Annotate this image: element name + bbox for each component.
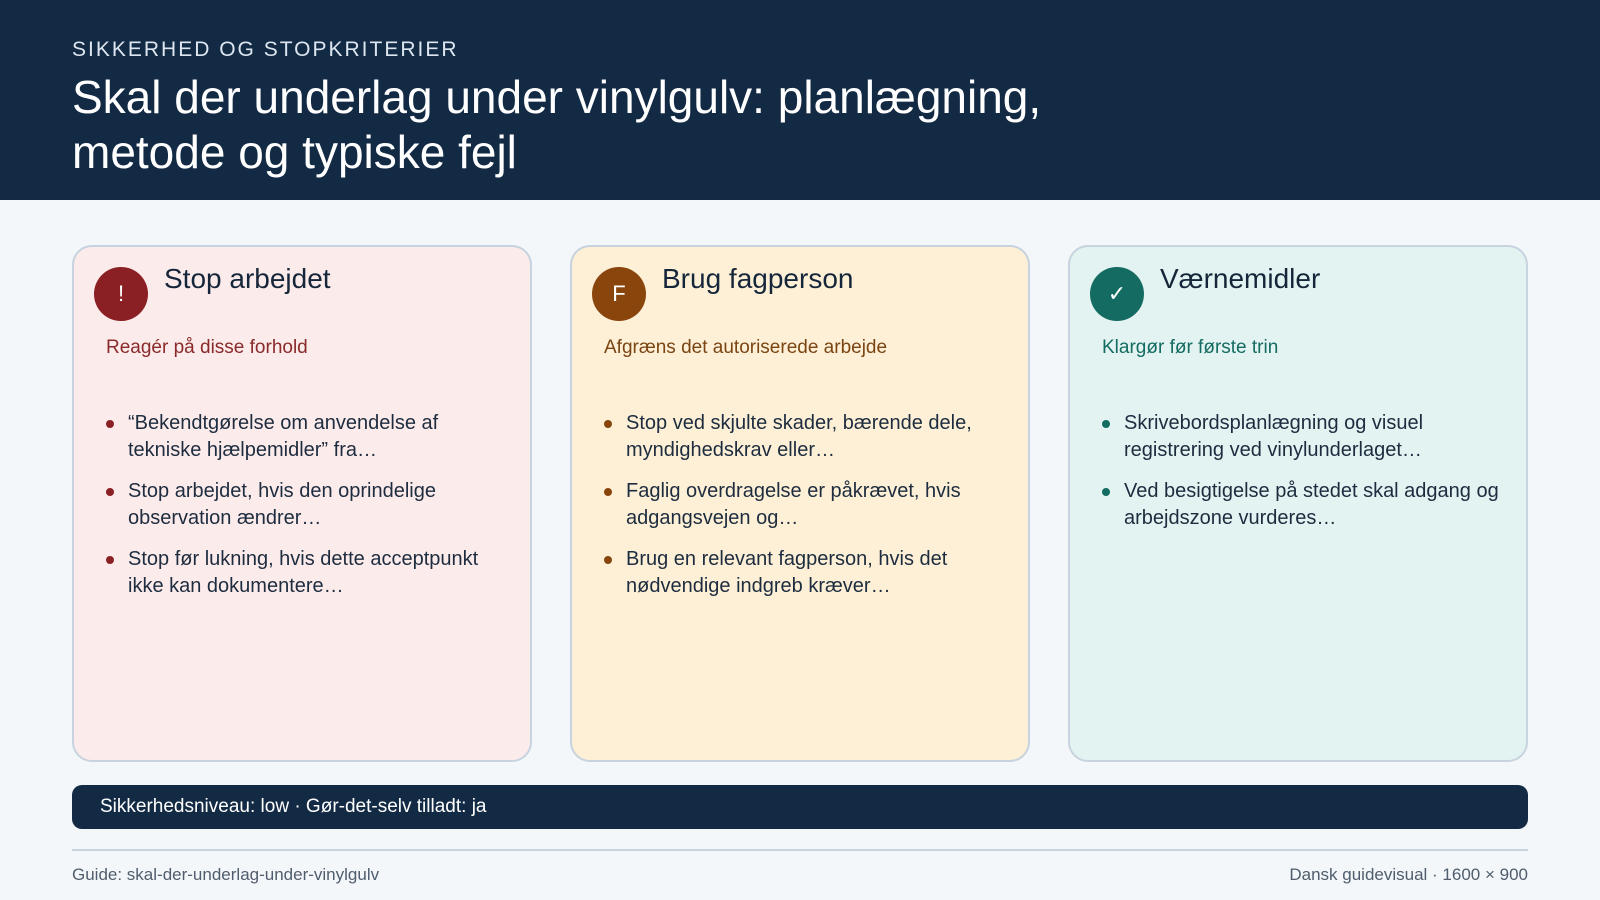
bullet-dot-icon bbox=[604, 488, 612, 496]
list-item bbox=[604, 546, 1004, 600]
list-item-text: Brug en relevant fagperson, hvis det nødvendige indgreb kræver… bbox=[626, 548, 948, 597]
list-item-text: Stop ved skjulte skader, bærende dele, myndighedskrav eller… bbox=[626, 412, 972, 461]
bullet-list bbox=[106, 410, 506, 614]
card-stop-work bbox=[72, 245, 532, 762]
list-item bbox=[604, 478, 1004, 532]
bullet-dot-icon bbox=[604, 556, 612, 564]
list-item-text: Skrivebordsplanlægning og visuel registrering ved vinylunderlaget… bbox=[1124, 412, 1424, 461]
list-item-text: Stop før lukning, hvis dette acceptpunkt ikke kan dokumentere… bbox=[128, 548, 479, 597]
card-subtitle: Klargør før første trin bbox=[1102, 337, 1279, 358]
letter-f-icon: F bbox=[592, 267, 646, 321]
bullet-dot-icon bbox=[106, 488, 114, 496]
bullet-dot-icon bbox=[106, 556, 114, 564]
card-title: Værnemidler bbox=[1160, 263, 1321, 294]
bullet-list bbox=[604, 410, 1004, 614]
bullet-dot-icon bbox=[106, 420, 114, 428]
bullet-dot-icon bbox=[1102, 420, 1110, 428]
list-item bbox=[106, 478, 506, 532]
header-banner bbox=[0, 0, 1600, 200]
card-protective-gear bbox=[1068, 245, 1528, 762]
footer-divider bbox=[72, 849, 1528, 851]
list-item bbox=[106, 546, 506, 600]
section-eyebrow: SIKKERHED OG STOPKRITERIER bbox=[72, 38, 459, 61]
card-subtitle: Reagér på disse forhold bbox=[106, 337, 308, 358]
list-item-text: Ved besigtigelse på stedet skal adgang og arbejdszone vurderes… bbox=[1124, 480, 1499, 529]
footer-caption: Dansk guidevisual · 1600 × 900 bbox=[1289, 865, 1528, 884]
list-item-text: Faglig overdragelse er påkrævet, hvis adgangsvejen og… bbox=[626, 480, 961, 529]
alert-icon: ! bbox=[94, 267, 148, 321]
bullet-dot-icon bbox=[604, 420, 612, 428]
list-item bbox=[106, 410, 506, 464]
list-item bbox=[604, 410, 1004, 464]
bullet-dot-icon bbox=[1102, 488, 1110, 496]
checkmark-icon: ✓ bbox=[1090, 267, 1144, 321]
list-item-text: Stop arbejdet, hvis den oprindelige observation ændrer… bbox=[128, 480, 436, 529]
list-item bbox=[1102, 478, 1502, 532]
list-item bbox=[1102, 410, 1502, 464]
card-title: Stop arbejdet bbox=[164, 263, 331, 294]
card-subtitle: Afgræns det autoriserede arbejde bbox=[604, 337, 888, 358]
list-item-text: “Bekendtgørelse om anvendelse af tekniske hjælpemidler” fra… bbox=[128, 412, 439, 461]
bullet-list bbox=[1102, 410, 1502, 546]
footer-guide-slug: Guide: skal-der-underlag-under-vinylgulv bbox=[72, 865, 380, 884]
card-professional bbox=[570, 245, 1030, 762]
page-title: Skal der underlag under vinylgulv: planlægning, metode og typiske fejl bbox=[72, 71, 1042, 178]
safety-status-bar: Sikkerhedsniveau: low · Gør-det-selv tilladt: ja bbox=[72, 785, 1528, 829]
card-title: Brug fagperson bbox=[662, 263, 854, 294]
